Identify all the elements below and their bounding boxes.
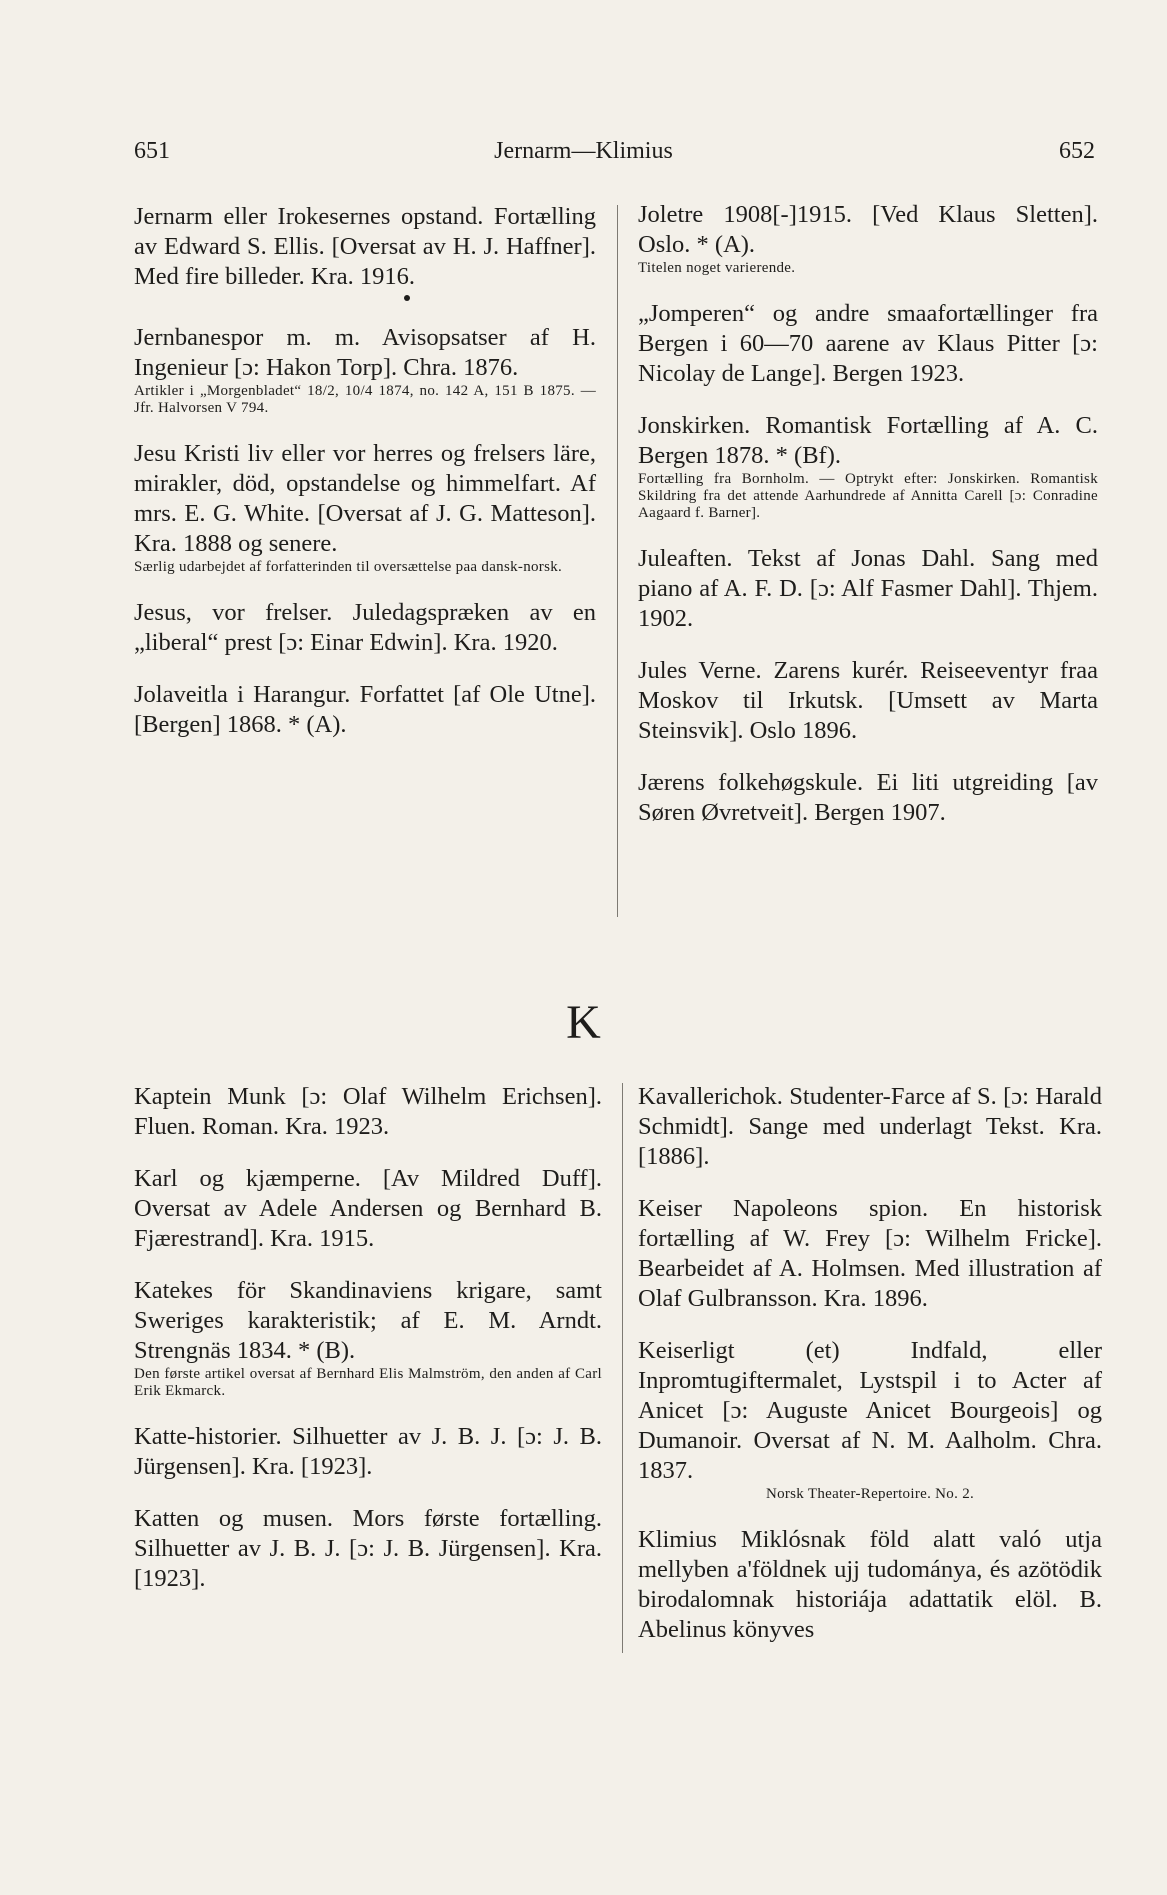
entry	[134, 1504, 602, 1594]
entry	[638, 1336, 1102, 1503]
entry-text: „Jomperen“ og andre smaafortællinger fra Bergen i 60—70 aarene av Klaus Pitter [ɔ: Nicolay de Lange]. Bergen 1923.	[638, 300, 1098, 387]
entry	[638, 299, 1098, 389]
entry	[134, 202, 596, 301]
entry	[638, 1082, 1102, 1172]
entry-text: Jesu Kristi liv eller vor herres og frelsers läre, mirakler, död, opstandelse og himmelfart. Af mrs. E. G. White. [Oversat af J. G. Matteson]. Kra. 1888 og senere.	[134, 440, 596, 557]
entry-text: Joletre 1908[-]1915. [Ved Klaus Sletten]. Oslo. * (A).	[638, 201, 1098, 258]
entry-text: Kavallerichok. Studenter-Farce af S. [ɔ: Harald Schmidt]. Sange med underlagt Tekst. Kra. [1886].	[638, 1083, 1102, 1170]
section-letter-heading: K	[566, 996, 601, 1049]
entry	[134, 1164, 602, 1254]
entry	[134, 439, 596, 576]
entry	[134, 1422, 602, 1482]
entry-text: Jolaveitla i Harangur. Forfattet [af Ole Utne]. [Bergen] 1868. * (A).	[134, 681, 596, 738]
bullet-dot	[404, 295, 410, 301]
entry-text: Juleaften. Tekst af Jonas Dahl. Sang med piano af A. F. D. [ɔ: Alf Fasmer Dahl]. Thjem. 1902.	[638, 545, 1098, 632]
entry	[134, 1082, 602, 1142]
entry-text: Katte-historier. Silhuetter av J. B. J. [ɔ: J. B. Jürgensen]. Kra. [1923].	[134, 1423, 602, 1480]
entry	[638, 200, 1098, 277]
entry	[134, 680, 596, 740]
entry	[638, 411, 1098, 522]
entry-text: Jonskirken. Romantisk Fortælling af A. C. Bergen 1878. * (Bf).	[638, 412, 1098, 469]
entry	[638, 544, 1098, 634]
entry-text: Jules Verne. Zarens kurér. Reiseeventyr fraa Moskov til Irkutsk. [Umsett av Marta Steinsvik]. Oslo 1896.	[638, 657, 1098, 744]
entry	[134, 1276, 602, 1400]
entry-note: Fortælling fra Bornholm. — Optrykt efter: Jonskirken. Romantisk Skildring fra det attende Aarhundrede af Annitta Carell [ɔ: Conradine Aagaard f. Barner].	[638, 471, 1098, 521]
entry	[638, 1525, 1102, 1645]
entry-note: Titelen noget varierende.	[638, 260, 796, 276]
column-top-right	[638, 200, 1098, 850]
entry-text: Jesus, vor frelser. Juledagspræken av en „liberal“ prest [ɔ: Einar Edwin]. Kra. 1920.	[134, 599, 596, 656]
entry-note: Artikler i „Morgenbladet“ 18/2, 10/4 1874, no. 142 A, 151 B 1875. — Jfr. Halvorsen V 794.	[134, 383, 596, 416]
column-bottom-left	[134, 1082, 602, 1616]
running-head: Jernarm—Klimius	[494, 138, 673, 164]
entry-note: Den første artikel oversat af Bernhard Elis Malmström, den anden af Carl Erik Ekmarck.	[134, 1366, 602, 1399]
entry-text: Karl og kjæmperne. [Av Mildred Duff]. Oversat av Adele Andersen og Bernhard B. Fjærestrand]. Kra. 1915.	[134, 1165, 602, 1252]
entry-text: Klimius Miklósnak föld alatt való utja mellyben a'földnek ujj tudománya, és azötödik birodalomnak historiája adattatik elöl. B. Abelinus könyves	[638, 1526, 1102, 1643]
page-header	[0, 138, 1167, 178]
column-top-left	[134, 202, 596, 762]
entry-text: Katekes för Skandinaviens krigare, samt Sweriges karakteristik; af E. M. Arndt. Strengnäs 1834. * (B).	[134, 1277, 602, 1364]
entry	[134, 598, 596, 658]
entry-text: Kaptein Munk [ɔ: Olaf Wilhelm Erichsen]. Fluen. Roman. Kra. 1923.	[134, 1083, 602, 1140]
entry-text: Jernbanespor m. m. Avisopsatser af H. Ingenieur [ɔ: Hakon Torp]. Chra. 1876.	[134, 324, 596, 381]
entry	[134, 323, 596, 417]
page-number-right: 652	[1059, 138, 1095, 164]
entry	[638, 768, 1098, 828]
column-divider-bottom	[622, 1083, 623, 1653]
entry-note: Særlig udarbejdet af forfatterinden til oversættelse paa dansk-norsk.	[134, 559, 563, 575]
entry-text: Keiserligt (et) Indfald, eller Inpromtugiftermalet, Lystspil i to Acter af Anicet [ɔ: Auguste Anicet Bourgeois] og Dumanoir. Oversat af N. M. Aalholm. Chra. 1837.	[638, 1337, 1102, 1484]
entry-text: Jernarm eller Irokesernes opstand. Fortælling av Edward S. Ellis. [Oversat av H. J. Haffner]. Med fire billeder. Kra. 1916.	[134, 203, 596, 290]
entry-text: Keiser Napoleons spion. En historisk fortælling af W. Frey [ɔ: Wilhelm Fricke]. Bearbeidet af A. Holmsen. Med illustration af Olaf Gulbransson. Kra. 1896.	[638, 1195, 1102, 1312]
page-number-left: 651	[134, 138, 170, 164]
entry	[638, 656, 1098, 746]
entry-note: Norsk Theater-Repertoire. No. 2.	[765, 1486, 975, 1502]
entry	[638, 1194, 1102, 1314]
entry-text: Jærens folkehøgskule. Ei liti utgreiding [av Søren Øvretveit]. Bergen 1907.	[638, 769, 1098, 826]
entry-text: Katten og musen. Mors første fortælling. Silhuetter av J. B. J. [ɔ: J. B. Jürgensen]. Kra. [1923].	[134, 1505, 602, 1592]
column-bottom-right	[638, 1082, 1102, 1667]
column-divider-top	[617, 205, 618, 917]
